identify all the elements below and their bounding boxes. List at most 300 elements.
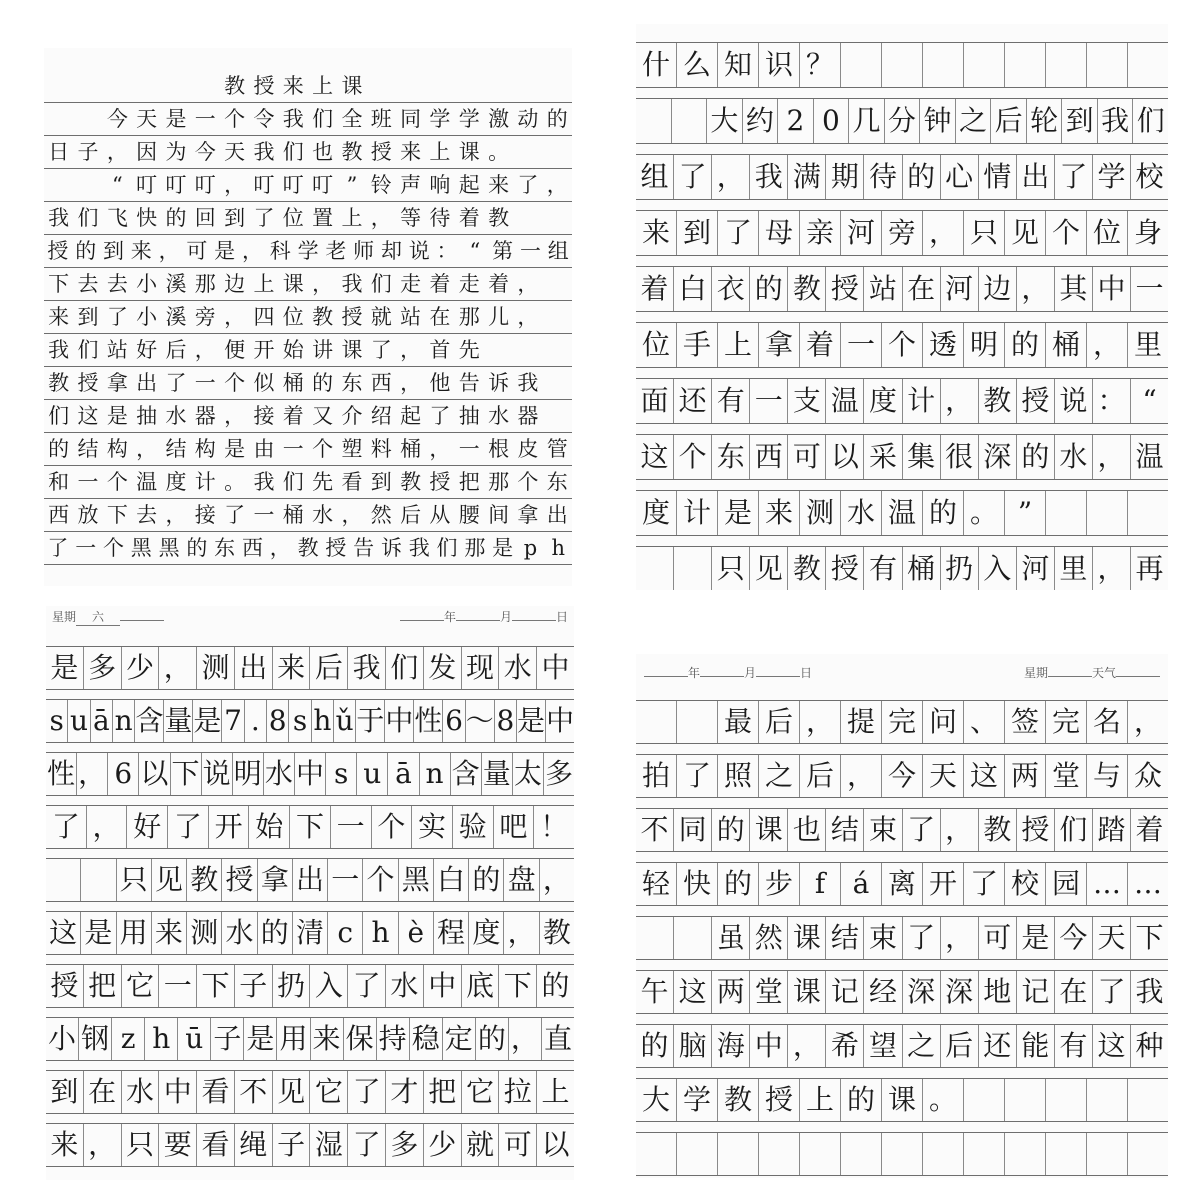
char-cell: 一: [327, 859, 362, 901]
char-cell: ，: [799, 701, 840, 743]
char-cell: 器: [194, 404, 216, 428]
char-cell: 教: [48, 371, 70, 395]
char-cell: “: [469, 239, 481, 263]
char-cell: u: [356, 753, 387, 795]
text-line: [636, 546, 1168, 590]
char-cell: 来: [310, 1018, 343, 1060]
char-cell: 我: [517, 371, 539, 395]
char-cell: 课: [282, 272, 304, 296]
char-cell: ā: [90, 700, 112, 742]
char-cell: 到: [1061, 99, 1097, 143]
notebook-page-4: [636, 654, 1168, 1178]
char-cell: 上: [717, 323, 758, 367]
char-cell: 明: [232, 753, 263, 795]
char-cell: h: [551, 536, 565, 560]
char-cell: 诉: [488, 371, 510, 395]
text-line: [44, 400, 572, 433]
char-cell: 了: [902, 917, 940, 959]
char-cell: 桶: [282, 503, 304, 527]
char-cell: 很: [940, 435, 978, 479]
text-line: [636, 490, 1168, 536]
char-cell: 温: [1130, 435, 1168, 479]
char-cell: ，: [922, 211, 963, 255]
char-cell: 们: [48, 404, 70, 428]
char-cell: 后: [990, 99, 1026, 143]
char-cell: 叮: [282, 173, 304, 197]
char-cell: …: [1086, 863, 1127, 905]
char-cell: 了: [224, 503, 246, 527]
char-cell: 堂: [1045, 755, 1086, 797]
char-cell: 教: [341, 140, 363, 164]
char-cell: 了: [673, 155, 711, 199]
char-cell: 先: [458, 338, 480, 362]
char-cell: [543, 136, 572, 168]
char-cell: 的: [48, 437, 70, 461]
char-cell: 课: [881, 1079, 922, 1121]
char-cell: 了: [370, 338, 392, 362]
char-cell: 轮: [1026, 99, 1062, 143]
char-cell: 多: [83, 647, 121, 689]
char-cell: 性: [47, 757, 76, 790]
char-cell: 到: [676, 211, 717, 255]
char-cell: [543, 301, 572, 333]
text-line: [636, 210, 1168, 256]
char-cell: 站: [106, 338, 128, 362]
char-cell: 个: [362, 859, 397, 901]
char-cell: 水: [498, 647, 536, 689]
char-cell: 大: [641, 1083, 670, 1116]
char-cell: 中: [384, 700, 413, 742]
char-cell: 还: [673, 379, 711, 423]
char-cell: 授: [341, 305, 363, 329]
char-cell: 保: [343, 1018, 376, 1060]
char-cell: 起: [400, 404, 422, 428]
char-cell: 授: [825, 547, 863, 590]
char-cell: 少: [121, 647, 159, 689]
char-cell: [1004, 1133, 1045, 1175]
char-cell: n: [112, 700, 134, 742]
char-cell: 水: [488, 404, 510, 428]
char-cell: 皮: [517, 437, 539, 461]
char-cell: 的: [536, 965, 574, 1007]
char-cell: 了: [347, 965, 385, 1007]
text-line: [636, 700, 1168, 744]
char-cell: 为: [165, 140, 187, 164]
char-cell: 。: [488, 140, 510, 164]
char-cell: 度: [863, 379, 901, 423]
char-cell: [44, 169, 73, 201]
char-cell: 溪: [165, 305, 187, 329]
char-cell: 叮: [194, 173, 216, 197]
text-line: [44, 433, 572, 466]
char-cell: 东: [711, 435, 749, 479]
char-cell: [543, 268, 572, 300]
char-cell: 底: [461, 965, 499, 1007]
char-cell: 教: [978, 379, 1016, 423]
char-cell: [73, 70, 102, 102]
text-line: [44, 532, 572, 565]
char-cell: [636, 701, 676, 743]
char-cell: 授: [758, 1079, 799, 1121]
char-cell: 于: [355, 700, 384, 742]
char-cell: 四: [253, 305, 275, 329]
char-cell: 的: [711, 809, 749, 851]
char-cell: 温: [881, 491, 922, 535]
char-cell: 去: [136, 503, 158, 527]
char-cell: 与: [1086, 755, 1127, 797]
char-cell: 是: [492, 536, 514, 560]
char-cell: 含: [134, 700, 163, 742]
char-cell: 之: [902, 1025, 940, 1067]
char-cell: 在: [83, 1071, 121, 1113]
text-line: [44, 235, 572, 268]
char-cell: 了: [347, 1071, 385, 1113]
char-cell: 我: [749, 155, 787, 199]
char-cell: 西: [370, 371, 392, 395]
char-cell: 飞: [106, 206, 128, 230]
text-line: [636, 434, 1168, 480]
char-cell: [881, 43, 922, 87]
char-cell: 出: [136, 371, 158, 395]
char-cell: 的: [186, 536, 208, 560]
char-cell: [840, 1133, 881, 1175]
char-cell: 们: [370, 272, 392, 296]
char-cell: 到: [77, 305, 99, 329]
char-cell: …: [1127, 863, 1168, 905]
char-cell: 手: [676, 323, 717, 367]
char-cell: 之: [758, 755, 799, 797]
char-cell: 是: [214, 239, 236, 263]
char-cell: 个: [224, 371, 246, 395]
char-cell: ，: [341, 503, 363, 527]
char-cell: 了: [963, 863, 1004, 905]
char-cell: s: [288, 700, 310, 742]
char-cell: 后: [758, 701, 799, 743]
char-cell: 的: [475, 1018, 508, 1060]
char-cell: 地: [978, 971, 1016, 1013]
char-cell: ，: [840, 755, 881, 797]
text-line: [44, 466, 572, 499]
page-3-header-weekday: 星期 六: [52, 608, 164, 626]
char-cell: 下: [170, 753, 201, 795]
char-cell: 了: [429, 404, 451, 428]
char-cell: 测: [186, 912, 221, 954]
char-cell: 走: [400, 272, 422, 296]
char-cell: 儿: [488, 305, 510, 329]
char-cell: [191, 70, 220, 102]
char-cell: ，: [241, 239, 263, 263]
char-cell: ，: [503, 912, 538, 954]
char-cell: 识: [758, 43, 799, 87]
char-cell: 们: [1054, 809, 1092, 851]
char-cell: 到: [102, 239, 124, 263]
char-cell: [840, 43, 881, 87]
char-cell: 拿: [517, 503, 539, 527]
char-cell: 授: [429, 470, 451, 494]
char-cell: 介: [341, 404, 363, 428]
char-cell: 水: [840, 491, 881, 535]
char-cell: 着: [282, 404, 304, 428]
char-cell: 上: [312, 74, 334, 98]
char-cell: 直: [541, 1018, 574, 1060]
char-cell: 几: [848, 99, 884, 143]
text-line: [636, 862, 1168, 906]
char-cell: á: [840, 863, 881, 905]
char-cell: 多: [543, 753, 574, 795]
char-cell: 授: [1016, 379, 1054, 423]
char-cell: 了: [106, 305, 128, 329]
char-cell: 众: [1127, 755, 1168, 797]
char-cell: ，: [940, 379, 978, 423]
char-cell: 教: [488, 206, 510, 230]
char-cell: 位: [1086, 211, 1127, 255]
char-cell: 叮: [312, 173, 334, 197]
char-cell: 入: [309, 965, 347, 1007]
char-cell: 有: [863, 547, 901, 590]
char-cell: 一: [458, 437, 480, 461]
char-cell: 着: [488, 272, 510, 296]
char-cell: [963, 1133, 1004, 1175]
char-cell: 今: [106, 107, 128, 131]
notebook-page-3: [46, 606, 574, 1180]
char-cell: ，: [1092, 435, 1130, 479]
char-cell: 了: [165, 371, 187, 395]
char-cell: 着: [458, 206, 480, 230]
char-cell: [922, 43, 963, 87]
text-line: [44, 103, 572, 136]
char-cell: 问: [922, 701, 963, 743]
char-cell: 们: [77, 338, 99, 362]
char-cell: 课: [749, 809, 787, 851]
text-line: [636, 322, 1168, 368]
char-cell: 盘: [503, 859, 538, 901]
char-cell: 西: [241, 536, 263, 560]
char-cell: 们: [312, 107, 334, 131]
char-cell: 抽: [458, 404, 480, 428]
char-cell: 的: [840, 1079, 881, 1121]
char-cell: 我: [408, 536, 430, 560]
char-cell: 教: [312, 305, 334, 329]
char-cell: 8: [266, 700, 288, 742]
char-cell: 。: [963, 491, 1004, 535]
char-cell: 以: [536, 1124, 574, 1166]
char-cell: 我: [253, 470, 275, 494]
char-cell: 深: [902, 971, 940, 1013]
char-cell: 满: [787, 155, 825, 199]
text-line: [46, 964, 574, 1008]
char-cell: 7: [221, 700, 243, 742]
char-cell: 、: [963, 701, 1004, 743]
char-cell: ，: [194, 338, 216, 362]
char-cell: 亲: [799, 211, 840, 255]
char-cell: ，: [400, 371, 422, 395]
char-cell: [484, 334, 513, 366]
char-cell: 了: [902, 809, 940, 851]
char-cell: 好: [136, 338, 158, 362]
char-cell: [1086, 43, 1127, 87]
char-cell: 好: [126, 806, 167, 848]
char-cell: 8: [494, 700, 516, 742]
char-cell: 河: [940, 267, 978, 311]
char-cell: 位: [282, 206, 304, 230]
char-cell: 的: [749, 267, 787, 311]
char-cell: 授: [325, 536, 347, 560]
char-cell: 着: [799, 323, 840, 367]
char-cell: 黑: [158, 536, 180, 560]
char-cell: 因: [136, 140, 158, 164]
text-line: [636, 916, 1168, 960]
char-cell: 水: [312, 503, 334, 527]
char-cell: 到: [370, 470, 392, 494]
char-cell: 水: [385, 965, 423, 1007]
char-cell: ？: [799, 43, 840, 87]
char-cell: 西: [48, 503, 70, 527]
char-cell: 间: [488, 503, 510, 527]
char-cell: 计: [676, 491, 717, 535]
char-cell: [513, 70, 542, 102]
notebook-page-1: [44, 48, 572, 586]
char-cell: 温: [136, 470, 158, 494]
char-cell: 步: [758, 863, 799, 905]
char-cell: 扔: [272, 965, 310, 1007]
char-cell: 东: [341, 371, 363, 395]
char-cell: 希: [825, 1025, 863, 1067]
char-cell: 这: [77, 404, 99, 428]
char-cell: 情: [978, 155, 1016, 199]
char-cell: ，: [76, 753, 107, 795]
char-cell: [1086, 491, 1127, 535]
char-cell: 签: [1004, 701, 1045, 743]
char-cell: 同: [673, 809, 711, 851]
char-cell: [922, 1133, 963, 1175]
char-cell: z: [111, 1018, 144, 1060]
char-cell: p: [523, 536, 538, 560]
char-cell: 午: [640, 975, 669, 1008]
char-cell: ，: [1086, 323, 1127, 367]
char-cell: 接: [253, 404, 275, 428]
char-cell: ，: [517, 305, 539, 329]
char-cell: 是: [516, 700, 545, 742]
char-cell: 似: [253, 371, 275, 395]
char-cell: 记: [1016, 971, 1054, 1013]
char-cell: 科: [269, 239, 291, 263]
char-cell: 那: [464, 536, 486, 560]
char-cell: ：: [1092, 379, 1130, 423]
char-cell: 下: [196, 965, 234, 1007]
text-line: [46, 1017, 574, 1061]
char-cell: 河: [840, 211, 881, 255]
char-cell: [963, 43, 1004, 87]
char-cell: 教: [224, 74, 246, 98]
char-cell: [636, 547, 673, 590]
char-cell: 们: [282, 140, 304, 164]
char-cell: 在: [902, 267, 940, 311]
char-cell: 稳: [409, 1018, 442, 1060]
char-cell: 们: [77, 206, 99, 230]
char-cell: [161, 70, 190, 102]
char-cell: 我: [1130, 971, 1168, 1013]
char-cell: [963, 1079, 1004, 1121]
char-cell: [1045, 1133, 1086, 1175]
char-cell: 以: [825, 435, 863, 479]
char-cell: ，: [312, 272, 334, 296]
char-cell: [673, 547, 711, 590]
char-cell: 用: [276, 1018, 309, 1060]
char-cell: 们: [282, 470, 304, 494]
text-line: [636, 1024, 1168, 1068]
char-cell: ，: [370, 206, 392, 230]
char-cell: h: [362, 912, 397, 954]
char-cell: 心: [940, 155, 978, 199]
char-cell: 绳: [234, 1124, 272, 1166]
char-cell: ，: [158, 647, 196, 689]
char-cell: 知: [717, 43, 758, 87]
char-cell: 始: [282, 338, 304, 362]
char-cell: 只: [963, 211, 1004, 255]
char-cell: 旁: [194, 305, 216, 329]
char-cell: 授: [370, 140, 392, 164]
char-cell: 叮: [136, 173, 158, 197]
char-cell: 是: [80, 912, 115, 954]
char-cell: 到: [224, 206, 246, 230]
char-cell: [676, 701, 717, 743]
char-cell: 个: [673, 435, 711, 479]
char-cell: 么: [676, 43, 717, 87]
char-cell: 小: [136, 305, 158, 329]
char-cell: [671, 99, 707, 143]
char-cell: 两: [711, 971, 749, 1013]
char-cell: 完: [881, 701, 922, 743]
char-cell: 又: [312, 404, 334, 428]
char-cell: 度: [165, 470, 187, 494]
char-cell: 一: [253, 503, 275, 527]
char-cell: 到: [50, 1075, 79, 1108]
char-cell: 中: [158, 1071, 196, 1113]
char-cell: 脑: [673, 1025, 711, 1067]
char-cell: [1127, 43, 1168, 87]
char-cell: [1045, 491, 1086, 535]
text-line: [46, 699, 574, 743]
char-cell: 水: [1054, 435, 1092, 479]
char-cell: 教: [717, 1079, 758, 1121]
char-cell: 料: [370, 437, 392, 461]
char-cell: 是: [717, 491, 758, 535]
char-cell: 教: [186, 859, 221, 901]
char-cell: [396, 70, 425, 102]
char-cell: [799, 1133, 840, 1175]
char-cell: 了: [1054, 155, 1092, 199]
char-cell: 授: [77, 371, 99, 395]
char-cell: [543, 400, 572, 432]
char-cell: ，: [539, 859, 574, 901]
char-cell: 却: [380, 239, 402, 263]
char-cell: u: [67, 700, 89, 742]
char-cell: 集: [902, 435, 940, 479]
char-cell: 上: [429, 140, 451, 164]
char-cell: 提: [840, 701, 881, 743]
char-cell: 其: [1054, 267, 1092, 311]
char-cell: 下: [498, 965, 536, 1007]
char-cell: 是: [50, 651, 79, 684]
char-cell: [543, 70, 572, 102]
char-cell: 东: [214, 536, 236, 560]
char-cell: 一: [77, 470, 99, 494]
char-cell: 里: [1127, 323, 1168, 367]
char-cell: 经: [863, 971, 901, 1013]
char-cell: 名: [1086, 701, 1127, 743]
char-cell: 拍: [641, 759, 670, 792]
char-cell: [44, 103, 73, 135]
